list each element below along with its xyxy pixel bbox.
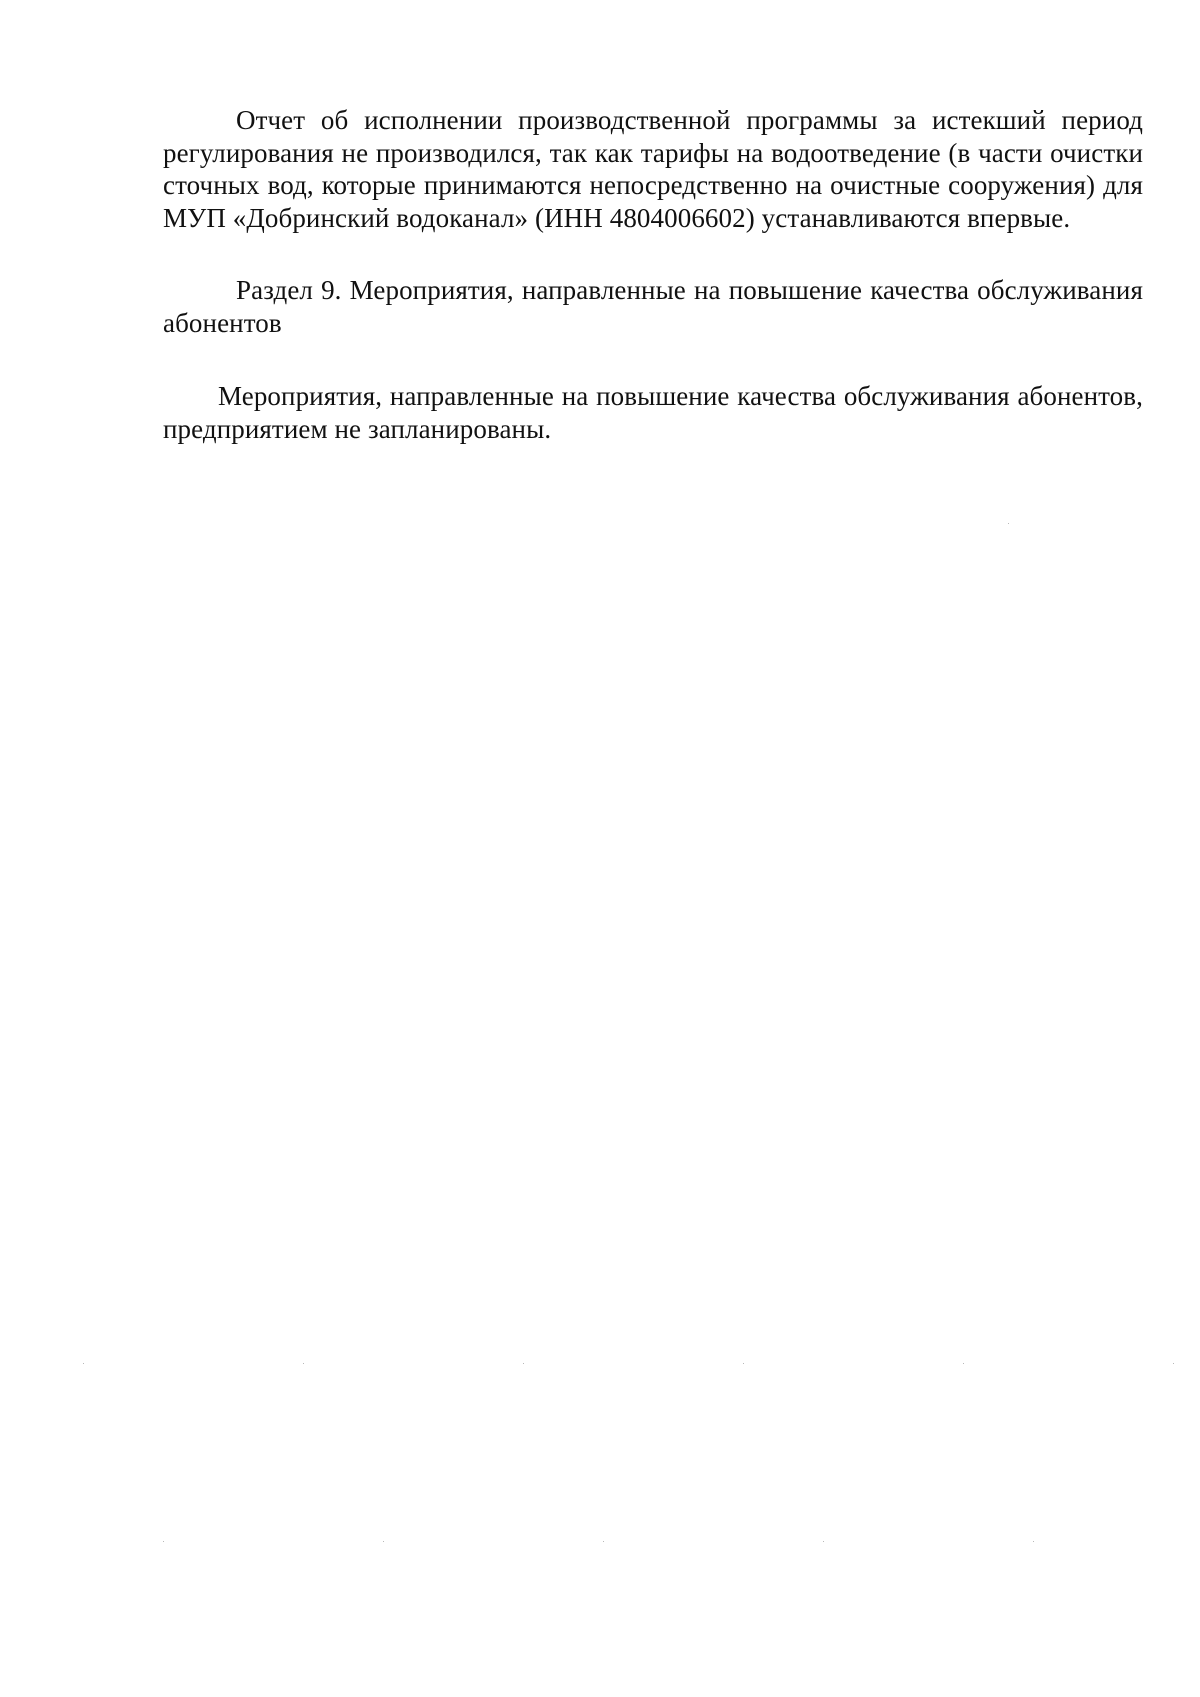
scan-speck [1008, 523, 1009, 524]
scan-speck [743, 1363, 744, 1364]
scan-speck [383, 1541, 384, 1542]
scan-speck [523, 1363, 524, 1364]
scan-speck [163, 1541, 164, 1542]
scan-speck [1173, 1363, 1174, 1364]
document-body [163, 104, 1143, 445]
scan-speck [1033, 1541, 1034, 1542]
scan-speck [603, 1541, 604, 1542]
report-paragraph: Отчет об исполнении производственной программы за истекший период регулирования не производился, так как тарифы на водоотведение (в части очистки сточных вод, которые принимаются непосредственно на очистные сооружения) для МУП «Добринский водоканал» (ИНН 4804006602) устанавливаются впервые. [163, 105, 1143, 233]
measures-paragraph: Мероприятия, направленные на повышение качества обслуживания абонентов, предприятием не запланированы. [163, 381, 1143, 444]
scan-speck [823, 1541, 824, 1542]
section-9-heading: Раздел 9. Мероприятия, направленные на повышение качества обслуживания абонентов [163, 275, 1143, 338]
scan-speck [963, 1363, 964, 1364]
scan-speck [83, 1363, 84, 1364]
scan-speck [303, 1363, 304, 1364]
